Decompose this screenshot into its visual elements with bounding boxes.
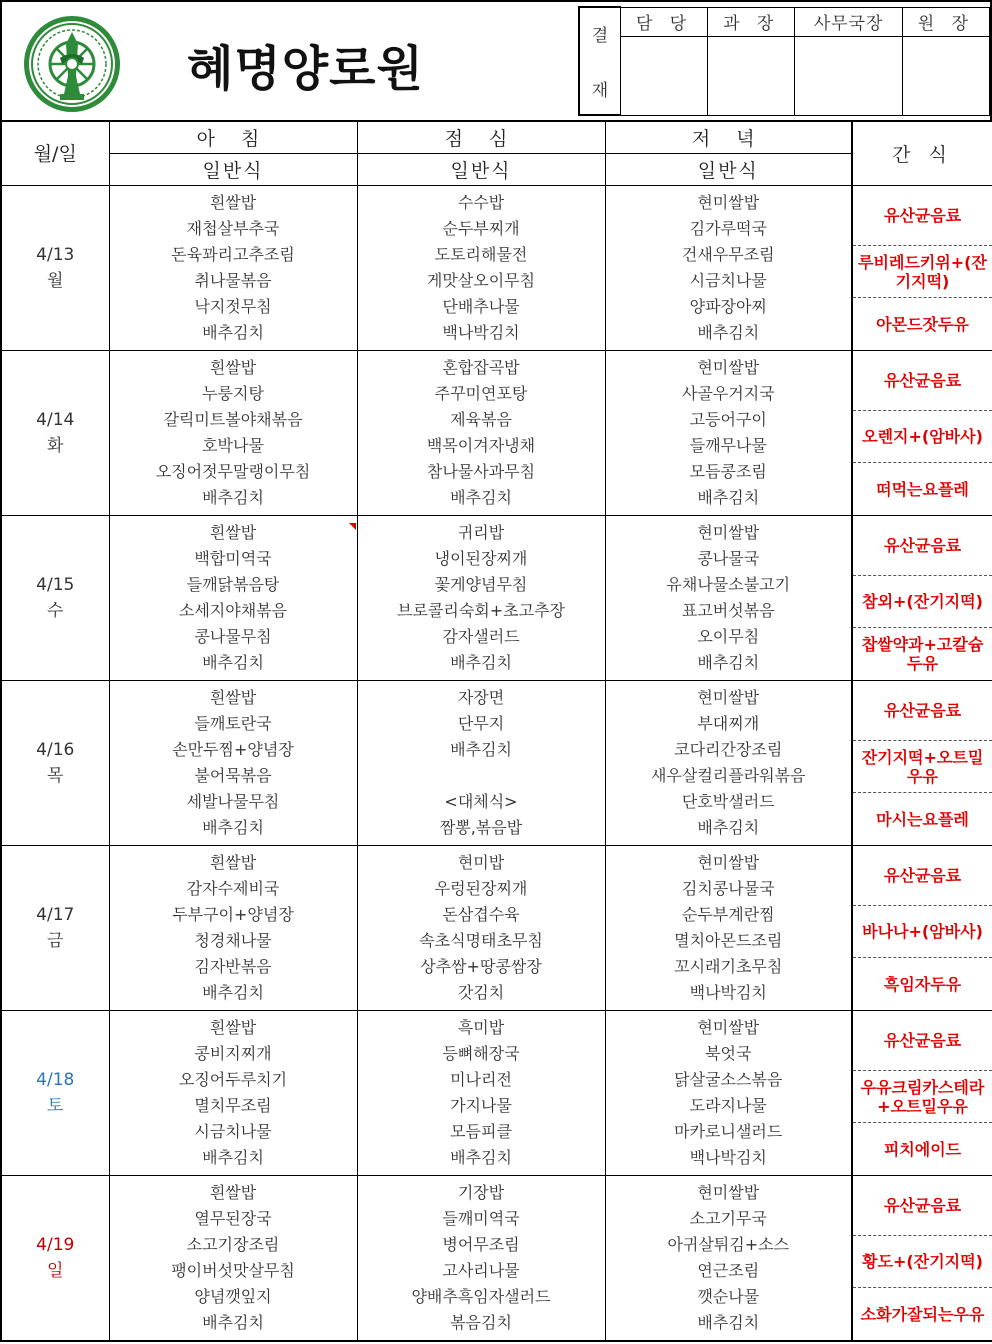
menu-item: 양배추흑임자샐러드 [411, 1287, 551, 1306]
menu-item: 김자반볶음 [194, 957, 272, 976]
lunch-cell [357, 846, 605, 1011]
dinner-cell [605, 186, 852, 351]
snack-item: 소화가잘되는우유 [860, 1304, 985, 1324]
menu-item: 배추김치 [202, 488, 264, 507]
menu-item [358, 763, 605, 789]
menu-item: 들깨미역국 [442, 1209, 520, 1228]
dinner-cell [605, 1011, 852, 1176]
menu-item: 누룽지탕 [202, 384, 264, 403]
menu-item: 도토리해물전 [434, 245, 528, 264]
menu-item: 감자수제비국 [186, 879, 280, 898]
menu-item: 백나박김치 [689, 1148, 767, 1167]
menu-item: 모듬콩조림 [689, 462, 767, 481]
menu-item: 흰쌀밥 [209, 1183, 257, 1202]
menu-item: 들깨닭볶음탕 [186, 575, 280, 594]
snack-item: 유산균음료 [853, 186, 992, 246]
menu-item: 열무된장국 [194, 1209, 272, 1228]
snack-item: 피치에이드 [883, 1139, 962, 1159]
lunch-cell [357, 186, 605, 351]
date-cell [1, 681, 109, 846]
menu-item: 백나박김치 [442, 323, 520, 342]
menu-item: 흰쌀밥 [209, 853, 257, 872]
menu-item: 참나물사과무침 [426, 462, 536, 481]
menu-item: 팽이버섯맛살무침 [171, 1261, 295, 1280]
menu-item: 배추김치 [202, 1148, 264, 1167]
menu-item: 배추김치 [202, 818, 264, 837]
menu-item: 현미쌀밥 [697, 688, 760, 707]
menu-item: 짬뽕,볶음밥 [439, 818, 523, 837]
menu-item: 배추김치 [202, 653, 264, 672]
weekday-label: 월 [47, 271, 64, 291]
menu-item: 배추김치 [697, 488, 760, 507]
snack-cell [852, 1176, 992, 1342]
snack-item: 유산균음료 [853, 1176, 992, 1236]
dinner-cell [605, 681, 852, 846]
menu-item: 고등어구이 [689, 410, 767, 429]
lunch-cell [357, 516, 605, 681]
day-row [1, 351, 992, 516]
dinner-cell [605, 351, 852, 516]
snack-cell [852, 681, 992, 846]
breakfast-cell [109, 846, 357, 1011]
lunch-cell [357, 1011, 605, 1176]
menu-item: 자장면 [457, 688, 505, 707]
menu-item: 현미쌀밥 [697, 358, 760, 377]
menu-item: 닭살굴소스볶음 [674, 1070, 783, 1089]
dinner-cell [605, 846, 852, 1011]
weekly-menu-table [0, 120, 992, 1342]
approval-label-bottom: 재 [591, 81, 609, 101]
menu-item: 콩나물무침 [194, 627, 272, 646]
menu-item: 순두부계란찜 [681, 905, 775, 924]
menu-item: 두부구이+양념장 [172, 905, 294, 924]
menu-item: 돈삼겹수육 [442, 905, 520, 924]
menu-item: 배추김치 [697, 653, 760, 672]
snack-item: 참외+(잔기지떡) [853, 576, 992, 628]
menu-item: 낙지젓무침 [194, 297, 272, 316]
weekday-label: 수 [47, 601, 64, 621]
menu-item: 김가루떡국 [689, 219, 767, 238]
breakfast-cell [109, 1011, 357, 1176]
menu-item: 속초식명태초무침 [419, 931, 543, 950]
snack-item: 유산균음료 [853, 351, 992, 411]
menu-item: 갓김치 [457, 983, 505, 1002]
menu-item: 흰쌀밥 [209, 358, 257, 377]
menu-item: 가지나물 [450, 1096, 512, 1115]
snack-item: 떠먹는요플레 [876, 479, 969, 499]
menu-item: 표고버섯볶음 [681, 601, 775, 620]
approval-sign-box[interactable] [902, 36, 989, 115]
menu-item: 꽃게양념무침 [434, 575, 528, 594]
menu-item: 소세지야채볶음 [178, 601, 288, 620]
menu-item: 코다리간장조림 [674, 740, 783, 759]
subheader-general: 일반식 [109, 154, 357, 186]
menu-item: 주꾸미연포탕 [434, 384, 528, 403]
day-row [1, 1176, 992, 1342]
column-header-snack: 간 식 [852, 121, 992, 186]
menu-item: 상추쌈+땅콩쌈장 [420, 957, 542, 976]
menu-item: 백나박김치 [689, 983, 767, 1002]
day-row [1, 1011, 992, 1176]
menu-item: 꼬시래기초무침 [674, 957, 783, 976]
menu-item: 현미쌀밥 [697, 193, 760, 212]
menu-item: 배추김치 [450, 488, 512, 507]
menu-item: 배추김치 [697, 1313, 760, 1332]
header [0, 0, 992, 120]
date-label: 4/18 [36, 1070, 75, 1090]
menu-item: 배추김치 [202, 323, 264, 342]
subheader-general: 일반식 [605, 154, 852, 186]
menu-item: 현미쌀밥 [697, 523, 760, 542]
snack-item: 유산균음료 [853, 846, 992, 906]
lunch-cell [357, 351, 605, 516]
date-label: 4/19 [36, 1235, 75, 1255]
menu-item: 양념깻잎지 [194, 1287, 272, 1306]
approval-sign-box[interactable] [708, 36, 795, 115]
date-label: 4/13 [36, 245, 75, 265]
menu-item: 현미쌀밥 [697, 1183, 760, 1202]
menu-item: 백합미역국 [194, 549, 272, 568]
weekday-label: 목 [47, 766, 64, 786]
menu-item: 단무지 [457, 714, 505, 733]
breakfast-cell [109, 186, 357, 351]
menu-item: 콩나물국 [697, 549, 760, 568]
menu-item: 멸치무조림 [194, 1096, 272, 1115]
approval-sign-box[interactable] [621, 36, 708, 115]
date-label: 4/14 [36, 410, 75, 430]
dinner-cell [605, 1176, 852, 1342]
menu-item: 배추김치 [450, 653, 512, 672]
snack-item: 바나나+(암바사) [853, 906, 992, 958]
dinner-cell [605, 516, 852, 681]
menu-item: 흰쌀밥 [209, 523, 257, 542]
menu-item: 세발나물무침 [186, 792, 280, 811]
menu-item: 들깨토란국 [194, 714, 272, 733]
menu-item: 모듬피클 [450, 1122, 512, 1141]
menu-item: 고사리나물 [442, 1261, 520, 1280]
menu-item: 유채나물소불고기 [666, 575, 791, 594]
menu-item: 오이무침 [697, 627, 760, 646]
date-cell [1, 1011, 109, 1176]
comment-indicator-icon [349, 523, 356, 530]
subheader-general: 일반식 [357, 154, 605, 186]
breakfast-cell [109, 1176, 357, 1342]
menu-item: 배추김치 [697, 323, 760, 342]
menu-item: 흰쌀밥 [209, 688, 257, 707]
menu-item: 현미쌀밥 [697, 1018, 760, 1037]
menu-item: 갈릭미트볼야채볶음 [163, 410, 303, 429]
snack-cell [852, 1011, 992, 1176]
menu-item: 배추김치 [202, 983, 264, 1002]
date-cell [1, 351, 109, 516]
page-title: 혜명양로원 [187, 41, 424, 97]
menu-item: 병어무조림 [442, 1235, 520, 1254]
day-row [1, 681, 992, 846]
day-row [1, 846, 992, 1011]
snack-item: 루비레드키위+(잔기지떡) [853, 246, 992, 298]
menu-item: 멸치아몬드조림 [674, 931, 783, 950]
snack-item: 흑임자두유 [883, 974, 962, 994]
date-label: 4/15 [36, 575, 75, 595]
breakfast-cell [109, 516, 357, 681]
approval-label [579, 7, 621, 115]
weekday-label: 일 [47, 1261, 64, 1281]
date-label: 4/16 [36, 740, 75, 760]
menu-item: 김치콩나물국 [681, 879, 775, 898]
menu-item: 연근조림 [697, 1261, 760, 1280]
column-header-lunch: 점 심 [357, 121, 605, 154]
menu-item: 깻순나물 [697, 1287, 760, 1306]
lunch-cell [357, 1176, 605, 1342]
menu-item: 흰쌀밥 [209, 1018, 257, 1037]
date-cell [1, 516, 109, 681]
menu-item: 취나물볶음 [194, 271, 272, 290]
menu-item: 흰쌀밥 [209, 193, 257, 212]
menu-item: 오징어두루치기 [178, 1070, 288, 1089]
menu-item: 등뼈해장국 [442, 1044, 520, 1063]
date-label: 4/17 [36, 905, 75, 925]
menu-item: 양파장아찌 [689, 297, 767, 316]
snack-cell [852, 516, 992, 681]
column-header-date: 월/일 [1, 121, 109, 186]
menu-item: 재첩살부추국 [186, 219, 280, 238]
menu-item: 배추김치 [202, 1313, 264, 1332]
menu-item: 혼합잡곡밥 [442, 358, 520, 377]
day-row [1, 516, 992, 681]
snack-item: 유산균음료 [853, 681, 992, 741]
menu-item: 호박나물 [202, 436, 264, 455]
menu-item: 돈육꽈리고추조림 [171, 245, 295, 264]
snack-item: 오렌지+(암바사) [853, 411, 992, 463]
approval-role: 사무국장 [795, 7, 903, 36]
menu-item: 미나리전 [450, 1070, 512, 1089]
menu-item: 단배추나물 [442, 297, 520, 316]
snack-item: 유산균음료 [853, 1011, 992, 1071]
menu-item: 백목이겨자냉채 [426, 436, 536, 455]
snack-item: 우유크림카스테라+오트밀우유 [853, 1071, 992, 1123]
approval-label-top: 결 [591, 26, 609, 46]
menu-item: 부대찌개 [697, 714, 760, 733]
menu-item: 시금치나물 [194, 1122, 272, 1141]
menu-item: 수수밥 [457, 193, 505, 212]
menu-item: 게맛살오이무침 [426, 271, 536, 290]
menu-item: 기장밥 [457, 1183, 505, 1202]
menu-item: 냉이된장찌개 [434, 549, 528, 568]
snack-item: 유산균음료 [853, 516, 992, 576]
lunch-cell [357, 681, 605, 846]
snack-item: 아몬드잣두유 [876, 314, 969, 334]
snack-item: 잔기지떡+오트밀우유 [853, 741, 992, 793]
menu-item: 배추김치 [697, 818, 760, 837]
menu-item: 마카로니샐러드 [674, 1122, 783, 1141]
menu-item: 손만두찜+양념장 [172, 740, 294, 759]
weekday-label: 금 [47, 931, 64, 951]
date-cell [1, 1176, 109, 1342]
menu-item: 우렁된장찌개 [434, 879, 528, 898]
menu-item: 들깨무나물 [689, 436, 767, 455]
snack-item: 마시는요플레 [876, 809, 969, 829]
menu-item: 시금치나물 [689, 271, 767, 290]
snack-cell [852, 351, 992, 516]
approval-role: 담 당 [621, 7, 708, 36]
menu-item: 건새우무조림 [681, 245, 775, 264]
breakfast-cell [109, 681, 357, 846]
menu-item: 감자샐러드 [442, 627, 520, 646]
dharma-wheel-emblem-icon [20, 14, 124, 114]
approval-role: 원 장 [902, 7, 989, 36]
date-cell [1, 846, 109, 1011]
menu-item: 소고기장조림 [186, 1235, 280, 1254]
snack-item: 찹쌀약과+고칼슘두유 [861, 635, 984, 673]
breakfast-cell [109, 351, 357, 516]
menu-item: 브로콜리숙회+초고추장 [397, 601, 565, 620]
menu-item: 단호박샐러드 [681, 792, 775, 811]
menu-item: 청경채나물 [194, 931, 272, 950]
approval-sign-box[interactable] [795, 36, 903, 115]
menu-item: 배추김치 [450, 740, 512, 759]
menu-item: 아귀살튀김+소스 [667, 1235, 790, 1254]
menu-item: 배추김치 [450, 1148, 512, 1167]
snack-cell [852, 846, 992, 1011]
menu-item: 현미쌀밥 [697, 853, 760, 872]
approval-role: 과 장 [708, 7, 795, 36]
day-row [1, 186, 992, 351]
menu-item: 제육볶음 [450, 410, 512, 429]
column-header-dinner: 저 녁 [605, 121, 852, 154]
menu-item: 순두부찌개 [442, 219, 520, 238]
date-cell [1, 186, 109, 351]
approval-box [578, 6, 990, 116]
menu-item: <대체식> [444, 792, 518, 811]
menu-item: 불어묵볶음 [194, 766, 272, 785]
menu-item: 사골우거지국 [681, 384, 775, 403]
snack-cell [852, 186, 992, 351]
menu-item: 현미밥 [457, 853, 505, 872]
menu-item: 오징어젓무말랭이무침 [155, 462, 311, 481]
weekday-label: 화 [47, 436, 64, 456]
menu-item: 북엇국 [705, 1044, 752, 1063]
snack-item: 황도+(잔기지떡) [853, 1236, 992, 1288]
menu-item: 귀리밥 [457, 523, 505, 542]
menu-item: 도라지나물 [689, 1096, 767, 1115]
column-header-breakfast: 아 침 [109, 121, 357, 154]
menu-item: 흑미밥 [457, 1018, 505, 1037]
weekday-label: 토 [47, 1096, 64, 1116]
menu-item: 볶음김치 [450, 1313, 512, 1332]
menu-item: 콩비지찌개 [194, 1044, 272, 1063]
menu-item: 새우살컬리플라워볶음 [650, 766, 806, 785]
menu-item: 소고기무국 [689, 1209, 767, 1228]
